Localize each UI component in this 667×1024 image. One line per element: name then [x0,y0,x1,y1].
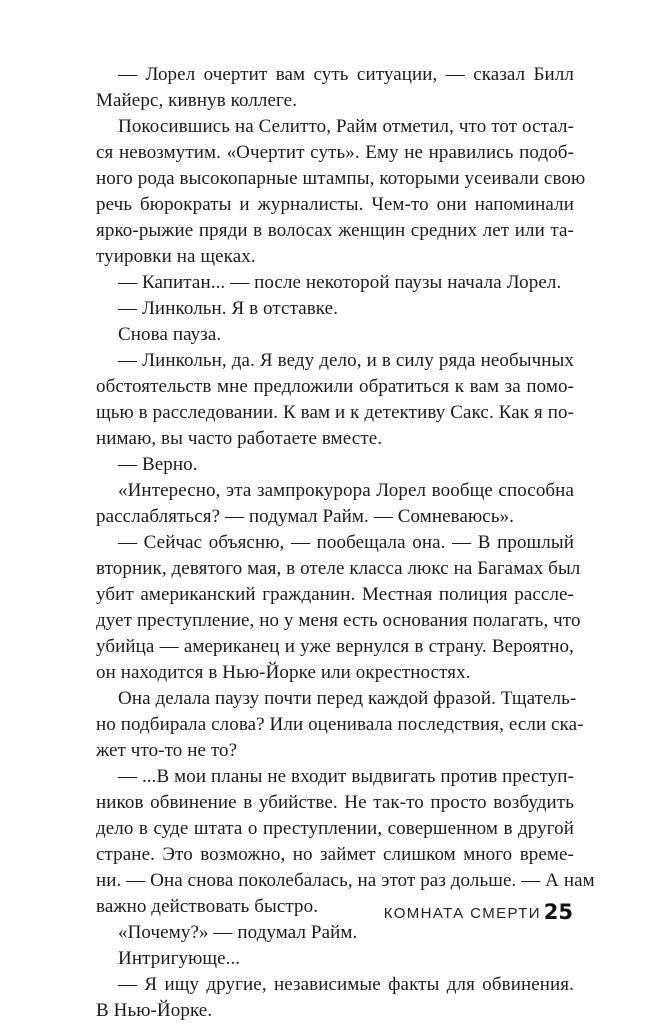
text-line: важно действовать быстро. [96,896,319,917]
text-line: — Сейчас объясню, — пообещала она. — В прошлый [118,532,574,553]
text-line: «Интересно, эта зампрокурора Лорел вообще способна [118,480,574,501]
text-line: щью в расследовании. К вам и к детективу Сакс. Как я по- [96,402,574,423]
text-line: убийца — американец и уже вернулся в страну. Вероятно, [96,636,574,657]
text-line: ярко-рыжие пряди в волосах женщин средних лет или та- [96,220,574,241]
page-footer [0,899,667,929]
text-line: он находится в Нью-Йорке или окрестностях. [96,662,471,683]
text-line: Она делала паузу почти перед каждой фразой. Тщатель- [118,688,577,709]
text-line: ся невозмутим. «Очертит суть». Ему не нравились подоб- [96,142,574,163]
text-line: — Капитан... — после некоторой паузы начала Лорел. [118,272,562,293]
text-line: ни. — Она снова поколебалась, на этот раз дольше. — А нам [96,870,595,891]
text-line: Снова пауза. [118,324,222,345]
text-line: ников обвинение в убийстве. Не так-то просто возбудить [96,792,574,813]
text-line: но подбирала слова? Или оценивала последствия, если ска- [96,714,584,735]
text-line: жет что-то не то? [96,740,238,761]
text-line: вторник, девятого мая, в отеле класса люкс на Багамах был [96,558,581,579]
text-line: «Почему?» — подумал Райм. [118,922,358,943]
text-line: — Я ищу другие, независимые факты для обвинения. [118,974,574,995]
text-line: — Линкольн. Я в отставке. [118,298,339,319]
text-line: речь бюрократы и журналисты. Чем-то они напоминали [96,194,574,215]
text-line: расслабляться? — подумал Райм. — Сомневаюсь». [96,506,515,527]
text-line: стране. Это возможно, но займет слишком много време- [96,844,574,865]
text-line: туировки на щеках. [96,246,256,267]
text-line: Интригующе... [118,948,241,969]
text-line: — Линкольн, да. Я веду дело, и в силу ряда необычных [118,350,574,371]
page-number: 25 [543,900,573,924]
running-title: КОМНАТА СМЕРТИ [383,905,541,922]
text-line: — Лорел очертит вам суть ситуации, — сказал Билл [118,64,574,85]
text-line: Майерс, кивнув коллеге. [96,90,298,111]
text-line: дует преступление, но у меня есть основания полагать, что [96,610,581,631]
text-line: Покосившись на Селитто, Райм отметил, что тот остал- [118,116,574,137]
text-line: убит американский гражданин. Местная полиция рассле- [96,584,574,605]
text-line: нимаю, вы часто работаете вместе. [96,428,383,449]
text-line: В Нью-Йорке. [96,1000,213,1021]
text-line: — Верно. [118,454,198,475]
text-line: обстоятельств мне предложили обратиться к вам за помо- [96,376,574,397]
text-line: ного рода высокопарные штампы, которыми усеивали свою [96,168,586,189]
text-line: дело в суде штата о преступлении, совершенном в другой [96,818,574,839]
text-line: — ...В мои планы не входит выдвигать против преступ- [118,766,574,787]
